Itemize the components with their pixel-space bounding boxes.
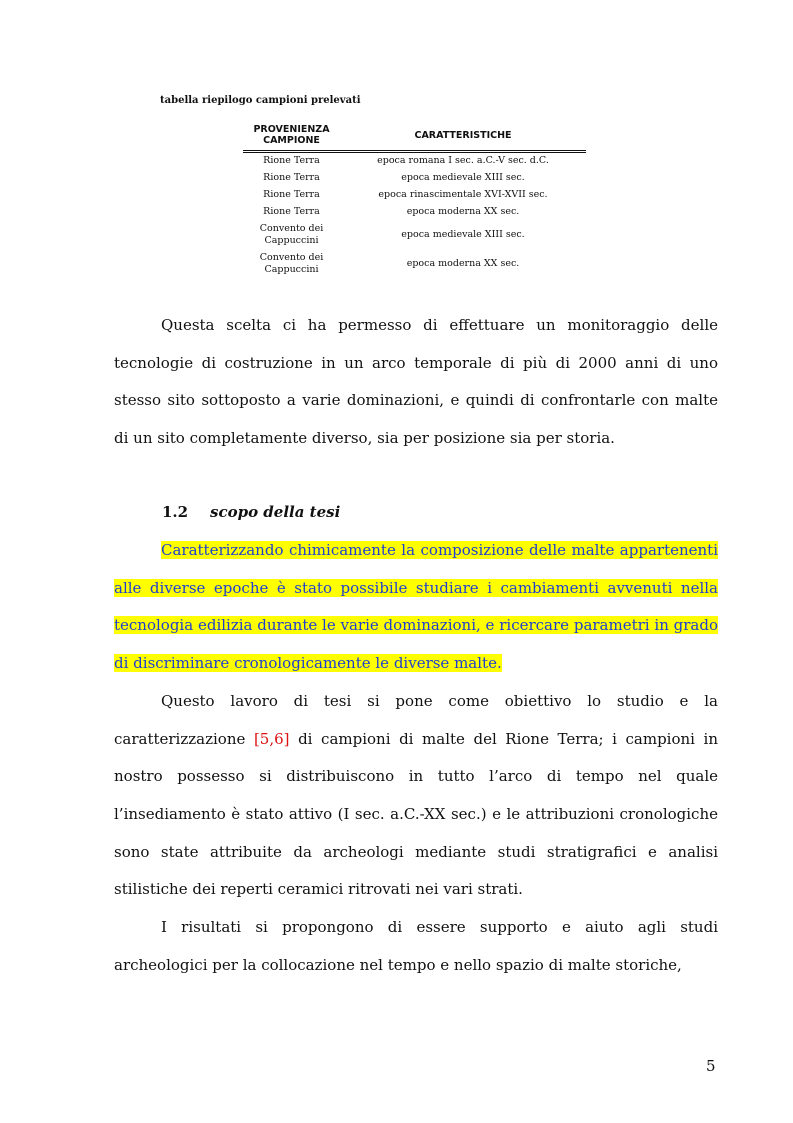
section-title: scopo della tesi: [210, 503, 341, 521]
origin-cell: Rione Terra: [263, 189, 320, 200]
section-number: 1.2: [162, 503, 189, 521]
table-row: [243, 170, 586, 187]
features-cell: epoca rinascimentale XVI-XVII sec.: [378, 189, 548, 200]
header-origin-line2: CAMPIONE: [263, 135, 320, 146]
origin-line1: Convento dei: [259, 252, 324, 263]
origin-line1: Convento dei: [259, 223, 324, 234]
table-caption: tabella riepilogo campioni prelevati: [160, 95, 361, 106]
table-row: [243, 250, 586, 279]
origin-cell: Rione Terra: [263, 172, 320, 183]
origin-line2: Cappuccini: [264, 264, 319, 275]
header-origin: [243, 121, 340, 152]
body-block: [114, 532, 718, 984]
features-cell: epoca romana I sec. a.C.-V sec. d.C.: [377, 155, 549, 166]
page-number: 5: [706, 1057, 716, 1075]
thesis-paragraph: [114, 683, 718, 909]
origin-line2: Cappuccini: [264, 235, 319, 246]
table-header-row: [243, 121, 586, 152]
citation-link[interactable]: [5,6]: [253, 729, 290, 748]
section-heading: [162, 503, 340, 521]
header-features: CARATTERISTICHE: [340, 121, 586, 152]
origin-cell: Rione Terra: [263, 155, 320, 166]
highlighted-paragraph: [114, 532, 718, 683]
thesis-text-start: Questo lavoro di tesi si pone come obiettivo lo studio e la caratterizzazione: [114, 691, 718, 748]
intro-block: [114, 307, 718, 458]
table-row: [243, 152, 586, 171]
features-cell: epoca moderna XX sec.: [406, 258, 520, 269]
samples-table: [243, 121, 586, 279]
table-row: [243, 187, 586, 204]
thesis-text-end: di campioni di malte del Rione Terra; i campioni in nostro possesso si distribuiscono in tutto l’arco di tempo nel quale l’insediamento è stato attivo (I sec. a.C.-XX sec.) e le attribuzioni cronologiche sono state attribuite da archeologi mediante studi stratigrafici e analisi stilistiche dei reperti ceramici ritrovati nei vari strati.: [114, 729, 718, 899]
origin-cell: [243, 221, 340, 250]
table-row: [243, 221, 586, 250]
table-row: [243, 204, 586, 221]
origin-cell: [243, 250, 340, 279]
origin-cell: Rione Terra: [263, 206, 320, 217]
highlighted-text: Caratterizzando chimicamente la composizione delle malte appartenenti alle diverse epoche è stato possibile studiare i cambiamenti avvenuti nella tecnologia edilizia durante le varie dominazioni, e ricercare parametri in grado di discriminare cronologicamente le diverse malte.: [114, 541, 718, 673]
features-cell: epoca medievale XIII sec.: [401, 229, 525, 240]
results-paragraph: I risultati si propongono di essere supporto e aiuto agli studi archeologici per la collocazione nel tempo e nello spazio di malte storiche,: [114, 918, 718, 974]
header-origin-line1: PROVENIENZA: [253, 124, 330, 135]
features-cell: epoca moderna XX sec.: [406, 206, 520, 217]
intro-paragraph: Questa scelta ci ha permesso di effettuare un monitoraggio delle tecnologie di costruzione in un arco temporale di più di 2000 anni di uno stesso sito sottoposto a varie dominazioni, e quindi di confrontarle con malte di un sito completamente diverso, sia per posizione sia per storia.: [114, 316, 718, 448]
features-cell: epoca medievale XIII sec.: [401, 172, 525, 183]
